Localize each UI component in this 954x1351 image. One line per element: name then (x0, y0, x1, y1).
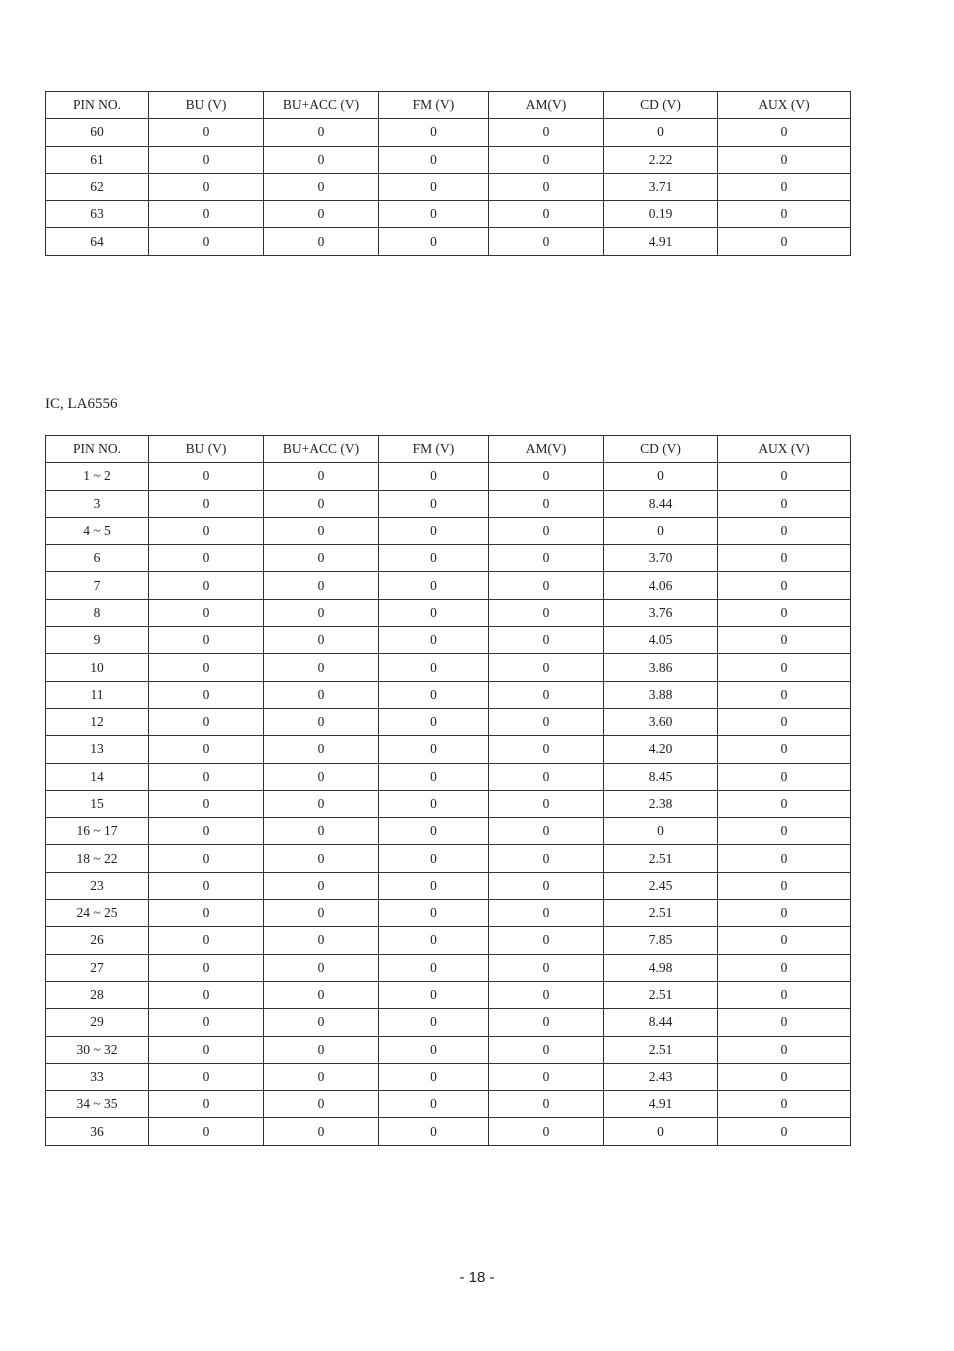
voltage-cell: 0 (718, 490, 851, 517)
table-row (46, 681, 851, 708)
pin-number-cell: 4 ~ 5 (46, 517, 149, 544)
voltage-cell: 2.51 (604, 981, 718, 1008)
voltage-cell: 0 (718, 900, 851, 927)
header-row (46, 436, 851, 463)
table-row (46, 927, 851, 954)
voltage-cell: 0 (149, 872, 264, 899)
column-header: CD (V) (604, 436, 718, 463)
pin-number-cell: 1 ~ 2 (46, 463, 149, 490)
voltage-cell: 0 (379, 763, 489, 790)
voltage-cell: 0 (379, 927, 489, 954)
voltage-cell: 0 (489, 845, 604, 872)
voltage-cell: 0 (149, 981, 264, 1008)
voltage-cell: 0 (149, 1009, 264, 1036)
voltage-cell: 0 (489, 927, 604, 954)
voltage-cell: 4.05 (604, 627, 718, 654)
voltage-cell: 0 (718, 681, 851, 708)
voltage-cell: 0 (149, 173, 264, 200)
voltage-cell: 0 (489, 119, 604, 146)
table-row (46, 572, 851, 599)
voltage-cell: 0 (264, 736, 379, 763)
voltage-cell: 3.76 (604, 599, 718, 626)
voltage-cell: 0 (264, 1009, 379, 1036)
pin-number-cell: 13 (46, 736, 149, 763)
voltage-cell: 4.06 (604, 572, 718, 599)
pin-number-cell: 16 ~ 17 (46, 818, 149, 845)
column-header: PIN NO. (46, 436, 149, 463)
voltage-cell: 0 (379, 490, 489, 517)
voltage-cell: 0 (489, 228, 604, 255)
pin-number-cell: 29 (46, 1009, 149, 1036)
voltage-cell: 4.98 (604, 954, 718, 981)
voltage-cell: 0 (379, 119, 489, 146)
voltage-cell: 0 (264, 201, 379, 228)
voltage-cell: 0 (264, 1091, 379, 1118)
pin-number-cell: 26 (46, 927, 149, 954)
voltage-cell: 0 (718, 872, 851, 899)
table-row (46, 1063, 851, 1090)
voltage-cell: 2.22 (604, 146, 718, 173)
voltage-cell: 0 (489, 790, 604, 817)
table-row (46, 845, 851, 872)
table-row (46, 1036, 851, 1063)
voltage-cell: 0 (604, 1118, 718, 1145)
table-row (46, 1009, 851, 1036)
voltage-cell: 7.85 (604, 927, 718, 954)
pin-number-cell: 18 ~ 22 (46, 845, 149, 872)
voltage-cell: 0 (149, 517, 264, 544)
table-body (46, 463, 851, 1145)
pin-number-cell: 8 (46, 599, 149, 626)
page-number: - 18 - (459, 1269, 495, 1286)
voltage-cell: 0 (718, 545, 851, 572)
voltage-cell: 0 (149, 572, 264, 599)
voltage-table-pins-60-64 (45, 91, 851, 256)
voltage-cell: 0.19 (604, 201, 718, 228)
voltage-cell: 0 (264, 708, 379, 735)
voltage-cell: 0 (149, 1118, 264, 1145)
column-header: BU (V) (149, 436, 264, 463)
table-row (46, 463, 851, 490)
table-row (46, 708, 851, 735)
column-header: CD (V) (604, 92, 718, 119)
table-row (46, 790, 851, 817)
voltage-cell: 0 (718, 736, 851, 763)
voltage-cell: 0 (604, 463, 718, 490)
voltage-cell: 0 (149, 1036, 264, 1063)
voltage-cell: 0 (489, 900, 604, 927)
voltage-cell: 0 (489, 1091, 604, 1118)
voltage-cell: 0 (149, 708, 264, 735)
voltage-cell: 0 (264, 173, 379, 200)
voltage-cell: 0 (718, 119, 851, 146)
voltage-cell: 0 (149, 790, 264, 817)
pin-number-cell: 11 (46, 681, 149, 708)
voltage-cell: 0 (489, 201, 604, 228)
table-row (46, 228, 851, 255)
voltage-cell: 0 (264, 545, 379, 572)
voltage-cell: 0 (379, 201, 489, 228)
table-row (46, 545, 851, 572)
voltage-cell: 0 (264, 599, 379, 626)
pin-number-cell: 23 (46, 872, 149, 899)
pin-number-cell: 63 (46, 201, 149, 228)
table-header (46, 436, 851, 463)
pin-number-cell: 33 (46, 1063, 149, 1090)
voltage-cell: 0 (489, 627, 604, 654)
table-row (46, 146, 851, 173)
voltage-cell: 8.45 (604, 763, 718, 790)
voltage-cell: 0 (379, 463, 489, 490)
voltage-cell: 0 (149, 545, 264, 572)
column-header: AM(V) (489, 436, 604, 463)
voltage-cell: 0 (379, 146, 489, 173)
voltage-cell: 0 (264, 119, 379, 146)
table-body (46, 119, 851, 255)
voltage-cell: 0 (264, 490, 379, 517)
voltage-cell: 4.91 (604, 228, 718, 255)
pin-number-cell: 14 (46, 763, 149, 790)
pin-number-cell: 61 (46, 146, 149, 173)
voltage-cell: 0 (264, 900, 379, 927)
voltage-cell: 0 (264, 627, 379, 654)
voltage-cell: 2.45 (604, 872, 718, 899)
voltage-cell: 0 (379, 228, 489, 255)
voltage-cell: 0 (718, 146, 851, 173)
table-row (46, 954, 851, 981)
voltage-cell: 0 (379, 627, 489, 654)
column-header: FM (V) (379, 92, 489, 119)
voltage-cell: 0 (718, 1091, 851, 1118)
voltage-cell: 0 (149, 927, 264, 954)
voltage-cell: 3.86 (604, 654, 718, 681)
column-header: AUX (V) (718, 92, 851, 119)
voltage-table-la6556 (45, 435, 851, 1146)
table-row (46, 872, 851, 899)
voltage-cell: 0 (718, 1009, 851, 1036)
voltage-cell: 0 (149, 818, 264, 845)
voltage-cell: 0 (718, 173, 851, 200)
voltage-cell: 0 (264, 517, 379, 544)
voltage-cell: 0 (379, 1063, 489, 1090)
voltage-cell: 0 (718, 845, 851, 872)
table-row (46, 981, 851, 1008)
pin-number-cell: 10 (46, 654, 149, 681)
column-header: PIN NO. (46, 92, 149, 119)
voltage-cell: 0 (264, 654, 379, 681)
column-header: AUX (V) (718, 436, 851, 463)
voltage-cell: 0 (149, 954, 264, 981)
voltage-cell: 0 (379, 517, 489, 544)
table-row (46, 1118, 851, 1145)
voltage-cell: 0 (718, 790, 851, 817)
voltage-cell: 0 (604, 517, 718, 544)
pin-number-cell: 34 ~ 35 (46, 1091, 149, 1118)
voltage-cell: 0 (149, 490, 264, 517)
voltage-cell: 0 (149, 736, 264, 763)
voltage-cell: 0 (718, 654, 851, 681)
voltage-cell: 0 (489, 572, 604, 599)
voltage-cell: 0 (264, 463, 379, 490)
voltage-cell: 0 (264, 146, 379, 173)
section-title-ic-la6556: IC, LA6556 (45, 396, 118, 412)
voltage-cell: 0 (718, 927, 851, 954)
voltage-cell: 0 (489, 708, 604, 735)
voltage-cell: 0 (489, 490, 604, 517)
voltage-cell: 0 (379, 736, 489, 763)
table-row (46, 517, 851, 544)
voltage-cell: 0 (379, 708, 489, 735)
voltage-cell: 0 (489, 736, 604, 763)
voltage-cell: 0 (718, 1118, 851, 1145)
voltage-cell: 0 (149, 146, 264, 173)
voltage-cell: 0 (264, 1036, 379, 1063)
voltage-cell: 0 (264, 845, 379, 872)
voltage-cell: 0 (718, 818, 851, 845)
table-row (46, 736, 851, 763)
table-row (46, 627, 851, 654)
voltage-cell: 0 (718, 954, 851, 981)
voltage-cell: 0 (149, 845, 264, 872)
voltage-cell: 0 (489, 818, 604, 845)
voltage-cell: 0 (149, 681, 264, 708)
voltage-cell: 0 (379, 845, 489, 872)
voltage-cell: 3.60 (604, 708, 718, 735)
voltage-cell: 0 (379, 954, 489, 981)
voltage-cell: 0 (489, 763, 604, 790)
table-row (46, 173, 851, 200)
voltage-cell: 0 (489, 517, 604, 544)
voltage-cell: 0 (379, 654, 489, 681)
pin-number-cell: 3 (46, 490, 149, 517)
header-row (46, 92, 851, 119)
pin-number-cell: 27 (46, 954, 149, 981)
voltage-cell: 3.71 (604, 173, 718, 200)
voltage-cell: 0 (264, 981, 379, 1008)
voltage-cell: 0 (718, 517, 851, 544)
voltage-cell: 0 (264, 818, 379, 845)
voltage-cell: 0 (379, 981, 489, 1008)
voltage-cell: 0 (379, 572, 489, 599)
voltage-cell: 8.44 (604, 1009, 718, 1036)
voltage-cell: 0 (718, 201, 851, 228)
voltage-cell: 0 (718, 627, 851, 654)
pin-number-cell: 64 (46, 228, 149, 255)
voltage-cell: 4.91 (604, 1091, 718, 1118)
voltage-cell: 0 (264, 681, 379, 708)
voltage-cell: 0 (264, 228, 379, 255)
voltage-cell: 2.43 (604, 1063, 718, 1090)
table-row (46, 599, 851, 626)
voltage-cell: 0 (379, 681, 489, 708)
pin-number-cell: 28 (46, 981, 149, 1008)
table-row (46, 1091, 851, 1118)
voltage-cell: 0 (489, 599, 604, 626)
voltage-cell: 0 (489, 681, 604, 708)
voltage-cell: 0 (718, 1036, 851, 1063)
table-row (46, 490, 851, 517)
voltage-cell: 0 (149, 1091, 264, 1118)
voltage-cell: 0 (149, 228, 264, 255)
voltage-cell: 0 (489, 954, 604, 981)
voltage-cell: 0 (264, 763, 379, 790)
voltage-cell: 3.70 (604, 545, 718, 572)
voltage-cell: 0 (379, 599, 489, 626)
voltage-cell: 2.51 (604, 845, 718, 872)
pin-number-cell: 60 (46, 119, 149, 146)
voltage-cell: 0 (264, 872, 379, 899)
voltage-cell: 0 (379, 818, 489, 845)
voltage-cell: 0 (489, 654, 604, 681)
voltage-cell: 0 (149, 900, 264, 927)
voltage-cell: 0 (149, 201, 264, 228)
table-row (46, 818, 851, 845)
voltage-cell: 0 (379, 1091, 489, 1118)
pin-number-cell: 6 (46, 545, 149, 572)
voltage-cell: 0 (264, 927, 379, 954)
voltage-cell: 0 (489, 1118, 604, 1145)
voltage-cell: 0 (264, 1063, 379, 1090)
voltage-cell: 0 (149, 763, 264, 790)
voltage-cell: 0 (718, 228, 851, 255)
column-header: BU (V) (149, 92, 264, 119)
voltage-cell: 0 (379, 1118, 489, 1145)
table-row (46, 763, 851, 790)
pin-number-cell: 62 (46, 173, 149, 200)
voltage-cell: 0 (718, 599, 851, 626)
table-row (46, 201, 851, 228)
voltage-cell: 0 (264, 790, 379, 817)
voltage-cell: 0 (718, 708, 851, 735)
voltage-cell: 0 (379, 173, 489, 200)
voltage-cell: 0 (379, 1036, 489, 1063)
voltage-cell: 0 (718, 463, 851, 490)
voltage-cell: 0 (379, 900, 489, 927)
voltage-cell: 0 (379, 545, 489, 572)
voltage-cell: 0 (489, 1009, 604, 1036)
voltage-cell: 0 (489, 981, 604, 1008)
voltage-cell: 2.51 (604, 900, 718, 927)
table-header (46, 92, 851, 119)
voltage-cell: 0 (718, 572, 851, 599)
voltage-cell: 0 (489, 545, 604, 572)
table-row (46, 654, 851, 681)
pin-number-cell: 7 (46, 572, 149, 599)
column-header: FM (V) (379, 436, 489, 463)
voltage-cell: 0 (264, 954, 379, 981)
pin-number-cell: 12 (46, 708, 149, 735)
voltage-cell: 0 (149, 463, 264, 490)
pin-number-cell: 15 (46, 790, 149, 817)
pin-number-cell: 24 ~ 25 (46, 900, 149, 927)
pin-number-cell: 30 ~ 32 (46, 1036, 149, 1063)
table-row (46, 900, 851, 927)
voltage-cell: 0 (718, 763, 851, 790)
pin-number-cell: 36 (46, 1118, 149, 1145)
voltage-cell: 8.44 (604, 490, 718, 517)
voltage-cell: 0 (149, 599, 264, 626)
voltage-cell: 0 (718, 1063, 851, 1090)
column-header: AM(V) (489, 92, 604, 119)
voltage-cell: 0 (149, 654, 264, 681)
voltage-cell: 0 (489, 1036, 604, 1063)
voltage-cell: 0 (604, 818, 718, 845)
voltage-cell: 0 (379, 1009, 489, 1036)
voltage-cell: 0 (604, 119, 718, 146)
voltage-cell: 0 (264, 1118, 379, 1145)
voltage-cell: 0 (489, 872, 604, 899)
voltage-cell: 0 (489, 173, 604, 200)
voltage-cell: 0 (149, 1063, 264, 1090)
voltage-cell: 2.51 (604, 1036, 718, 1063)
voltage-cell: 0 (489, 463, 604, 490)
voltage-cell: 2.38 (604, 790, 718, 817)
voltage-cell: 0 (149, 119, 264, 146)
voltage-cell: 0 (379, 790, 489, 817)
voltage-cell: 0 (149, 627, 264, 654)
voltage-cell: 3.88 (604, 681, 718, 708)
table-row (46, 119, 851, 146)
voltage-cell: 4.20 (604, 736, 718, 763)
voltage-cell: 0 (489, 146, 604, 173)
column-header: BU+ACC (V) (264, 92, 379, 119)
column-header: BU+ACC (V) (264, 436, 379, 463)
voltage-cell: 0 (718, 981, 851, 1008)
voltage-cell: 0 (489, 1063, 604, 1090)
pin-number-cell: 9 (46, 627, 149, 654)
voltage-cell: 0 (264, 572, 379, 599)
voltage-cell: 0 (379, 872, 489, 899)
